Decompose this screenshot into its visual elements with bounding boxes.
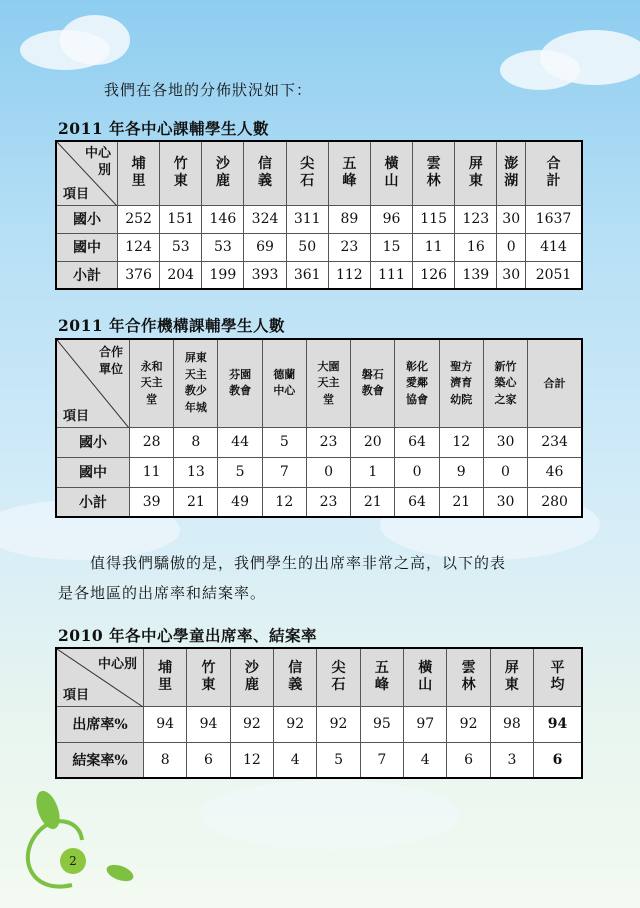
table-cell: 30 xyxy=(483,487,527,517)
table3-col-header: 屏東 xyxy=(490,648,533,706)
table-cell: 16 xyxy=(455,233,497,261)
table-cell: 252 xyxy=(118,205,160,233)
table3-col-header: 沙鹿 xyxy=(230,648,273,706)
table-cell: 112 xyxy=(328,261,370,289)
table-cell: 139 xyxy=(455,261,497,289)
table-cell: 0 xyxy=(483,457,527,487)
table-cell: 92 xyxy=(230,706,273,742)
table-cell: 92 xyxy=(274,706,317,742)
table-cell: 23 xyxy=(306,427,350,457)
table-cell: 199 xyxy=(202,261,244,289)
table-cell: 94 xyxy=(534,706,582,742)
table-cell: 126 xyxy=(413,261,455,289)
table3-attendance-rates xyxy=(55,647,583,779)
table-cell: 8 xyxy=(174,427,218,457)
table-cell: 204 xyxy=(160,261,202,289)
table-cell: 5 xyxy=(317,742,360,778)
table1-col-header: 竹東 xyxy=(160,141,202,205)
table-cell: 123 xyxy=(455,205,497,233)
table2-col-header: 屏東 天主 教少 年城 xyxy=(174,339,218,427)
table2-col-header: 永和 天主 堂 xyxy=(130,339,174,427)
table2-col-header: 聖方 濟育 幼院 xyxy=(439,339,483,427)
table-cell: 8 xyxy=(144,742,187,778)
leaf-decoration-icon xyxy=(10,785,140,905)
table-cell: 21 xyxy=(439,487,483,517)
table2-col-header: 大園 天主 堂 xyxy=(306,339,350,427)
table-cell: 3 xyxy=(490,742,533,778)
table-cell: 44 xyxy=(218,427,262,457)
row-label: 國小 xyxy=(56,427,130,457)
table1-center-students xyxy=(55,140,583,290)
row-label: 國中 xyxy=(56,457,130,487)
table-cell: 0 xyxy=(306,457,350,487)
table-row xyxy=(56,261,582,289)
table-cell: 15 xyxy=(370,233,412,261)
table-cell: 53 xyxy=(202,233,244,261)
table-cell: 12 xyxy=(439,427,483,457)
table-cell: 23 xyxy=(328,233,370,261)
table-cell: 5 xyxy=(218,457,262,487)
table-cell: 69 xyxy=(244,233,286,261)
table-cell: 0 xyxy=(497,233,526,261)
table2-corner-header: 合作 單位 項目 xyxy=(56,339,130,427)
table3-corner-header: 中心別 項目 xyxy=(56,648,144,706)
table-cell: 30 xyxy=(497,205,526,233)
table3-col-header: 橫山 xyxy=(404,648,447,706)
table-cell: 20 xyxy=(351,427,395,457)
table-cell: 4 xyxy=(274,742,317,778)
table2-partner-students xyxy=(55,338,583,518)
page-number: 2 xyxy=(60,848,86,874)
table-cell: 111 xyxy=(370,261,412,289)
table-cell: 311 xyxy=(286,205,328,233)
table1-title: 2011 年各中心課輔學生人數 xyxy=(58,119,270,138)
table-cell: 64 xyxy=(395,487,439,517)
table1-col-header: 屏東 xyxy=(455,141,497,205)
table-cell: 64 xyxy=(395,427,439,457)
row-label: 小計 xyxy=(56,261,118,289)
table3-col-header: 埔里 xyxy=(144,648,187,706)
paragraph-line-2: 是各地區的出席率和結案率。 xyxy=(58,584,267,602)
table-cell: 94 xyxy=(187,706,230,742)
table-row xyxy=(56,205,582,233)
table2-col-header: 德蘭 中心 xyxy=(262,339,306,427)
table-cell: 97 xyxy=(404,706,447,742)
table2-col-header: 合計 xyxy=(528,339,582,427)
row-label: 結案率% xyxy=(56,742,144,778)
table2-col-header: 新竹 築心 之家 xyxy=(483,339,527,427)
table-cell: 46 xyxy=(528,457,582,487)
table-row xyxy=(56,487,582,517)
table-row xyxy=(56,457,582,487)
table-cell: 92 xyxy=(447,706,490,742)
table-cell: 2051 xyxy=(526,261,582,289)
table1-col-header: 沙鹿 xyxy=(202,141,244,205)
table-cell: 324 xyxy=(244,205,286,233)
table-cell: 89 xyxy=(328,205,370,233)
table-cell: 7 xyxy=(360,742,403,778)
table-cell: 6 xyxy=(187,742,230,778)
table-cell: 50 xyxy=(286,233,328,261)
table3-col-header: 尖石 xyxy=(317,648,360,706)
table-row xyxy=(56,427,582,457)
table-cell: 12 xyxy=(230,742,273,778)
table-cell: 9 xyxy=(439,457,483,487)
table-cell: 6 xyxy=(534,742,582,778)
table-cell: 92 xyxy=(317,706,360,742)
table-cell: 414 xyxy=(526,233,582,261)
table-cell: 53 xyxy=(160,233,202,261)
paragraph-line-1: 值得我們驕傲的是，我們學生的出席率非常之高，以下的表 xyxy=(90,554,507,572)
table-cell: 21 xyxy=(351,487,395,517)
table-cell: 11 xyxy=(130,457,174,487)
table-cell: 4 xyxy=(404,742,447,778)
table-row xyxy=(56,742,582,778)
table3-col-header: 信義 xyxy=(274,648,317,706)
table1-col-header: 五峰 xyxy=(328,141,370,205)
row-label: 出席率% xyxy=(56,706,144,742)
row-label: 小計 xyxy=(56,487,130,517)
table3-col-header: 平均 xyxy=(534,648,582,706)
table-cell: 393 xyxy=(244,261,286,289)
table-cell: 234 xyxy=(528,427,582,457)
table2-col-header: 芬園 教會 xyxy=(218,339,262,427)
table2-title: 2011 年合作機構課輔學生人數 xyxy=(58,316,286,335)
table-cell: 13 xyxy=(174,457,218,487)
table3-col-header: 竹東 xyxy=(187,648,230,706)
row-label: 國小 xyxy=(56,205,118,233)
table-cell: 28 xyxy=(130,427,174,457)
table-row xyxy=(56,233,582,261)
table1-corner-header: 中心 別 項目 xyxy=(56,141,118,205)
table1-col-header: 信義 xyxy=(244,141,286,205)
table-row xyxy=(56,706,582,742)
table-cell: 115 xyxy=(413,205,455,233)
table1-col-header: 合計 xyxy=(526,141,582,205)
table1-col-header: 埔里 xyxy=(118,141,160,205)
table-cell: 12 xyxy=(262,487,306,517)
table3-title: 2010 年各中心學童出席率、結案率 xyxy=(58,626,318,645)
table-cell: 6 xyxy=(447,742,490,778)
table-cell: 1637 xyxy=(526,205,582,233)
table-cell: 95 xyxy=(360,706,403,742)
table-cell: 376 xyxy=(118,261,160,289)
intro-text: 我們在各地的分佈狀況如下： xyxy=(104,81,313,99)
table-cell: 30 xyxy=(497,261,526,289)
table-cell: 1 xyxy=(351,457,395,487)
table-cell: 30 xyxy=(483,427,527,457)
table3-col-header: 五峰 xyxy=(360,648,403,706)
table-cell: 146 xyxy=(202,205,244,233)
table2-col-header: 磐石 教會 xyxy=(351,339,395,427)
table-cell: 11 xyxy=(413,233,455,261)
table1-col-header: 橫山 xyxy=(370,141,412,205)
table-cell: 7 xyxy=(262,457,306,487)
table-cell: 151 xyxy=(160,205,202,233)
table-cell: 94 xyxy=(144,706,187,742)
table-cell: 124 xyxy=(118,233,160,261)
row-label: 國中 xyxy=(56,233,118,261)
table1-col-header: 尖石 xyxy=(286,141,328,205)
table1-col-header: 澎湖 xyxy=(497,141,526,205)
table-cell: 98 xyxy=(490,706,533,742)
table1-col-header: 雲林 xyxy=(413,141,455,205)
table-cell: 23 xyxy=(306,487,350,517)
table-cell: 361 xyxy=(286,261,328,289)
table-cell: 96 xyxy=(370,205,412,233)
table-cell: 21 xyxy=(174,487,218,517)
table-cell: 49 xyxy=(218,487,262,517)
table-cell: 5 xyxy=(262,427,306,457)
table-cell: 280 xyxy=(528,487,582,517)
table3-col-header: 雲林 xyxy=(447,648,490,706)
table-cell: 39 xyxy=(130,487,174,517)
table-cell: 0 xyxy=(395,457,439,487)
table2-col-header: 彰化 愛鄰 協會 xyxy=(395,339,439,427)
